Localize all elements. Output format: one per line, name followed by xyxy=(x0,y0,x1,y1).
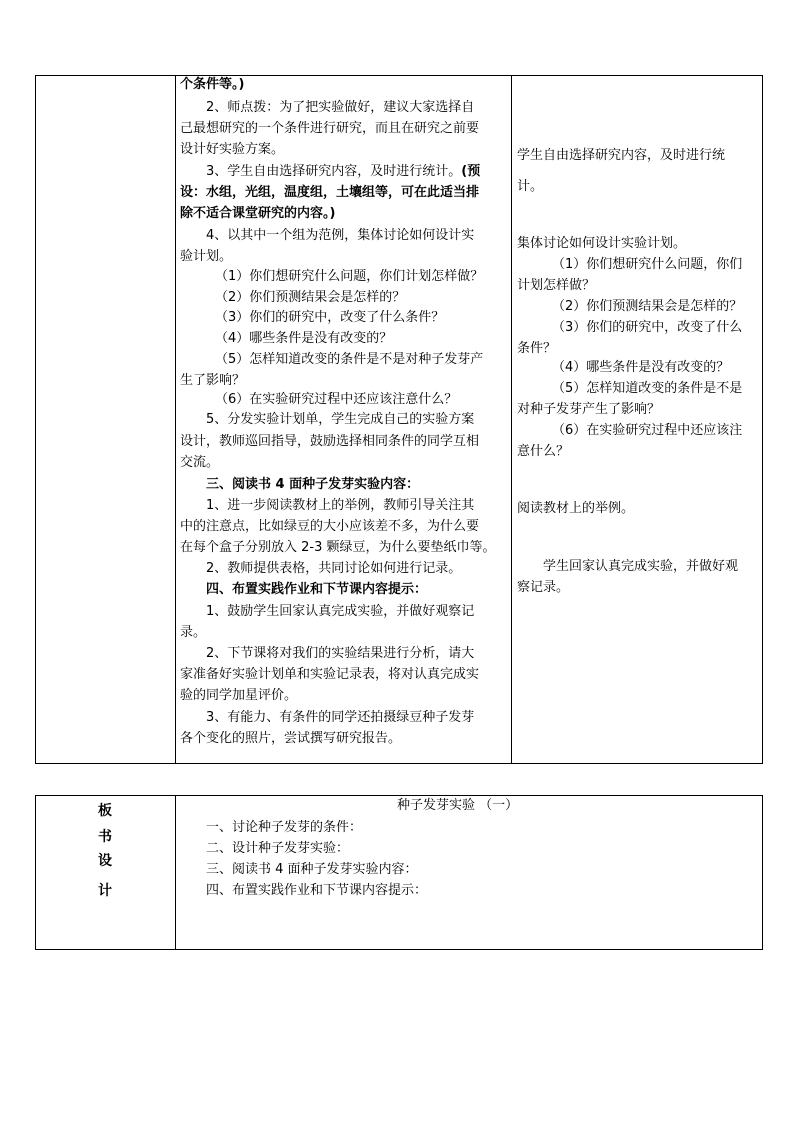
column-divider-right xyxy=(511,76,512,763)
text-line: 家准备好实验计划单和实验记录表，将对认真完成实 xyxy=(180,667,480,682)
text-line: 设计好实验方案。 xyxy=(180,142,285,157)
board-title: 种子发芽实验 （一） xyxy=(397,798,519,813)
text-line: 5、分发实验计划单，学生完成自己的实验方案 xyxy=(206,412,475,427)
text-line: 除不适合课堂研究的内容。) xyxy=(180,206,336,221)
text-line: 交流。 xyxy=(180,455,220,470)
text-line: 2、下节课将对我们的实验结果进行分析，请大 xyxy=(206,646,475,661)
text-line: 学生回家认真完成实验，并做好观 xyxy=(543,559,739,574)
text-line: （2）你们预测结果会是怎样的？ xyxy=(215,290,406,305)
text-line: （5）怎样知道改变的条件是不是 xyxy=(552,381,743,396)
text-line: （6）在实验研究过程中还应该注意什么？ xyxy=(215,392,458,407)
text-line: 集体讨论如何设计实验计划。 xyxy=(517,236,687,251)
text-line: 2、教师提供表格，共同讨论如何进行记录。 xyxy=(206,561,462,576)
text-line: （3）你们的研究中，改变了什么 xyxy=(552,320,743,335)
label-char: 书 xyxy=(98,829,112,845)
text-line: 个条件等。) xyxy=(180,77,245,92)
text-line xyxy=(206,161,480,182)
section-heading: 三、阅读书 4 面种子发芽实验内容： xyxy=(206,477,420,492)
text-line: 2、师点拨：为了把实验做好，建议大家选择自 xyxy=(206,100,475,115)
text-line: 生了影响？ xyxy=(180,373,246,388)
text-line: 验计划。 xyxy=(180,249,233,264)
text-line: 验的同学加星评价。 xyxy=(180,688,298,703)
text-line: 条件？ xyxy=(517,341,557,356)
column-divider xyxy=(175,796,176,949)
text-line: 设计，教师巡回指导，鼓励选择相同条件的同学互相 xyxy=(180,434,480,449)
board-item: 一、讨论种子发芽的条件： xyxy=(206,820,363,835)
text-line: 录。 xyxy=(180,625,207,640)
text-line: 1、进一步阅读教材上的举例，教师引导关注其 xyxy=(206,498,475,513)
section-heading: 四、布置实践作业和下节课内容提示： xyxy=(206,582,428,597)
text-line: （3）你们的研究中，改变了什么条件？ xyxy=(215,310,445,325)
text-line: （1）你们想研究什么问题，你们 xyxy=(552,257,743,272)
board-item: 四、布置实践作业和下节课内容提示： xyxy=(206,883,428,898)
text-line: 1、鼓励学生回家认真完成实验，并做好观察记 xyxy=(206,604,475,619)
text-line: 设：水组，光组，温度组，土壤组等，可在此适当排 xyxy=(180,185,480,200)
text-line: （6）在实验研究过程中还应该注 xyxy=(552,423,743,438)
text-line: 中的注意点，比如绿豆的大小应该差不多，为什么要 xyxy=(180,519,480,534)
text-line: 阅读教材上的举例。 xyxy=(517,501,635,516)
text-line: 计划怎样做？ xyxy=(517,278,596,293)
text-line: 计。 xyxy=(517,179,544,194)
column-divider-left xyxy=(175,76,176,763)
text-line: 意什么？ xyxy=(517,444,570,459)
label-char: 计 xyxy=(98,883,112,899)
board-item: 二、设计种子发芽实验： xyxy=(206,841,350,856)
text-line: 在每个盒子分别放入 2-3 颗绿豆，为什么要垫纸巾等。 xyxy=(180,540,496,555)
text-line: （1）你们想研究什么问题，你们计划怎样做？ xyxy=(215,269,484,284)
text-line: （2）你们预测结果会是怎样的？ xyxy=(552,299,743,314)
label-char: 设 xyxy=(98,853,112,869)
text-line: 察记录。 xyxy=(517,580,570,595)
text-line: 3、有能力、有条件的同学还拍摄绿豆种子发芽 xyxy=(206,710,475,725)
text-line: （4）哪些条件是没有改变的？ xyxy=(215,331,393,346)
text-span-bold: (预 xyxy=(461,164,481,179)
text-line: （4）哪些条件是没有改变的？ xyxy=(552,360,730,375)
text-line: （5）怎样知道改变的条件是不是对种子发芽产 xyxy=(215,352,484,367)
text-line: 各个变化的照片，尝试撰写研究报告。 xyxy=(180,731,402,746)
board-item: 三、阅读书 4 面种子发芽实验内容： xyxy=(206,862,418,877)
text-line: 己最想研究的一个条件进行研究，而且在研究之前要 xyxy=(180,121,480,136)
text-line: 学生自由选择研究内容，及时进行统 xyxy=(517,148,726,163)
text-line: 4、以其中一个组为范例，集体讨论如何设计实 xyxy=(206,228,475,243)
text-line: 对种子发芽产生了影响？ xyxy=(517,402,661,417)
label-char: 板 xyxy=(98,803,112,819)
text-span: 3、学生自由选择研究内容，及时进行统计。 xyxy=(206,164,462,179)
